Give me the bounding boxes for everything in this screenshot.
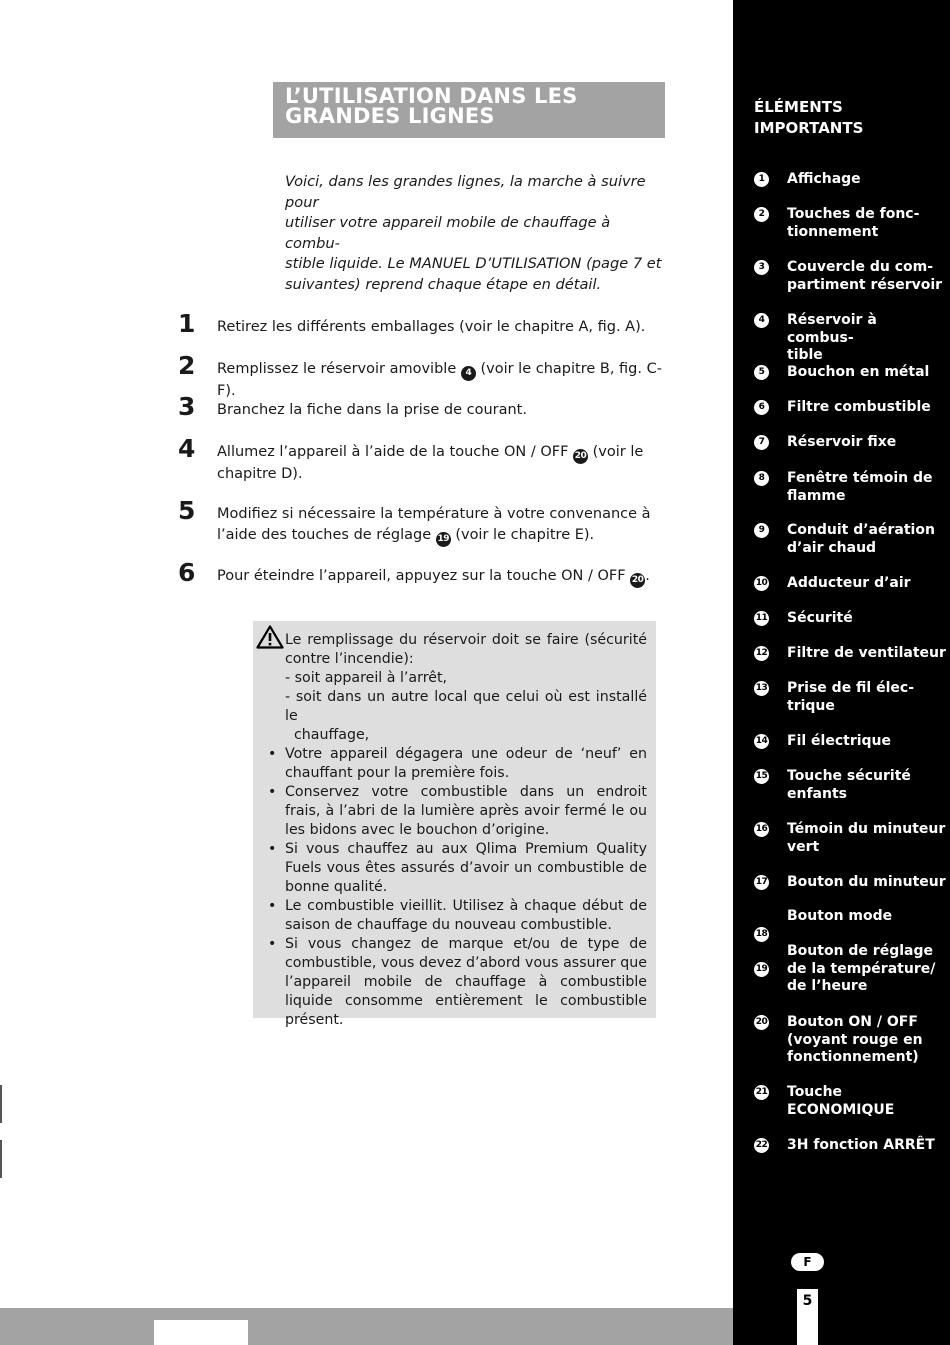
sidebar-title [754, 97, 863, 139]
item-label-line: partiment réservoir [787, 276, 943, 293]
reference-number-badge: 19 [436, 532, 451, 547]
item-label-line: Bouton du minuteur [787, 874, 946, 890]
item-label [787, 874, 947, 892]
warning-bullet: • Le combustible vieillit. Utilisez à chaque début de saison de chauffage du nouveau combustible. [285, 897, 647, 935]
item-label-line: Adducteur d’air [787, 575, 911, 591]
step-number: 2 [178, 351, 196, 380]
warning-bullet: • Si vous chauffez au aux Qlima Premium Quality Fuels vous êtes assurés d’avoir un combustible de bonne qualité. [285, 840, 647, 897]
item-number-badge: 10 [754, 576, 769, 591]
step-number: 1 [178, 309, 196, 338]
item-label [787, 733, 947, 751]
item-label-line: de l’heure [787, 978, 868, 994]
item-label [787, 610, 947, 628]
item-label-line: Touche sécurité [787, 768, 911, 784]
item-label-line: Réservoir fixe [787, 434, 897, 450]
item-label [787, 1137, 947, 1155]
reference-number-badge: 20 [630, 573, 645, 588]
item-label-line: trique [787, 697, 835, 714]
item-number-badge: 7 [754, 435, 769, 450]
item-label-line: Affichage [787, 171, 861, 187]
item-label-line: Bouton de réglage [787, 943, 933, 959]
edge-mark [0, 1085, 2, 1123]
step-number: 5 [178, 496, 196, 525]
item-label-line: Touches de fonc- [787, 206, 920, 222]
warning-box [253, 621, 656, 1028]
item-label-line: Conduit d’aération [787, 522, 935, 538]
item-label [787, 522, 947, 557]
step-text-part: Pour éteindre l’appareil, appuyez sur la touche ON / OFF [217, 568, 631, 584]
item-label-line: Fenêtre témoin de [787, 470, 933, 486]
step-text: Branchez la fiche dans la prise de courant. [217, 402, 527, 418]
step-text-part: l’aide des touches de réglage [217, 526, 436, 543]
item-number-badge: 11 [754, 611, 769, 626]
item-label-line: Touche [787, 1084, 843, 1100]
item-label-line: tible [787, 347, 823, 363]
edge-mark [0, 1140, 2, 1178]
step-text-part: (voir le chapitre E). [450, 526, 595, 543]
step-text-part: . [645, 568, 650, 584]
item-label-line: tionnement [787, 223, 879, 240]
step-text [217, 442, 672, 485]
item-number-badge: 5 [754, 365, 769, 380]
step-text [217, 504, 672, 547]
item-label [787, 434, 947, 452]
footer-bar [0, 1308, 733, 1345]
item-label-line: Sécurité [787, 610, 853, 626]
item-label-line: flamme [787, 487, 846, 504]
item-label-line: Réservoir à combus- [787, 312, 877, 346]
item-number-badge: 4 [754, 313, 769, 328]
item-number-badge: 8 [754, 471, 769, 486]
item-label [787, 908, 947, 926]
item-number-badge: 15 [754, 769, 769, 784]
item-label [787, 575, 947, 593]
step-text-part: (voir le [588, 444, 644, 460]
intro-paragraph [285, 172, 667, 295]
item-label-line: Bouton mode [787, 908, 893, 924]
item-label-line: 3H fonction ARRÊT [787, 1137, 935, 1153]
warning-dash-item-cont: chauffage, [294, 727, 370, 743]
item-label [787, 680, 947, 715]
item-number-badge: 18 [754, 927, 769, 942]
item-number-badge: 2 [754, 207, 769, 222]
step-number: 4 [178, 434, 196, 463]
step-text-part: (voir le chapitre B, fig. C-F). [217, 361, 662, 399]
item-number-badge: 1 [754, 172, 769, 187]
item-number-badge: 6 [754, 400, 769, 415]
item-number-badge: 17 [754, 875, 769, 890]
intro-line: Voici, dans les grandes lignes, la marche à suivre pour [285, 173, 646, 211]
item-label-line: Filtre de ventilateur [787, 645, 946, 661]
item-number-badge: 16 [754, 822, 769, 837]
step-text-part: Remplissez le réservoir amovible [217, 361, 461, 377]
item-label [787, 364, 947, 382]
warning-bullet: • Si vous changez de marque et/ou de type de combustible, vous devez d’abord vous assurer que l’appareil mobile de chauffage à combustible liquide consomme entièrement le combustible présent. [285, 935, 647, 1030]
item-label-line: Couvercle du com- [787, 259, 934, 275]
item-label-line: Bouchon en métal [787, 364, 930, 380]
step-text-line: Modifiez si nécessaire la température à votre convenance à [217, 506, 651, 522]
warning-intro: Le remplissage du réservoir doit se faire (sécurité contre l’incendie): [285, 632, 647, 667]
item-label [787, 943, 947, 996]
item-label-line: ECONOMIQUE [787, 1101, 895, 1118]
step-text-line: chapitre D). [217, 466, 303, 482]
item-label [787, 768, 947, 803]
item-number-badge: 14 [754, 734, 769, 749]
item-label-line: (voyant rouge en [787, 1031, 923, 1048]
item-number-badge: 3 [754, 260, 769, 275]
section-title-line2: GRANDES LIGNES [285, 104, 495, 128]
step-text-line [217, 442, 672, 464]
item-label-line: Prise de fil élec- [787, 680, 915, 696]
item-label [787, 259, 947, 294]
item-label [787, 206, 947, 241]
step-text: Retirez les différents emballages (voir le chapitre A, fig. A). [217, 319, 646, 335]
section-title-box [273, 82, 665, 138]
intro-line: stible liquide. Le MANUEL D’UTILISATION (page 7 et [285, 255, 662, 272]
warning-bullet: • Votre appareil dégagera une odeur de ‘neuf’ en chauffant pour la première fois. [285, 745, 647, 783]
warning-triangle-icon [256, 625, 284, 649]
item-number-badge: 13 [754, 681, 769, 696]
item-label-line: enfants [787, 785, 847, 802]
item-label-line: Fil électrique [787, 733, 892, 749]
reference-number-badge: 4 [461, 366, 476, 381]
item-label [787, 470, 947, 505]
step-text-line [217, 525, 672, 547]
step-text [217, 566, 672, 588]
step-text [217, 359, 672, 402]
item-label-line: vert [787, 838, 820, 855]
item-number-badge: 21 [754, 1085, 769, 1100]
language-badge: F [791, 1253, 824, 1271]
item-label-line: Bouton ON / OFF [787, 1014, 918, 1030]
section-title-line1: L’UTILISATION DANS LES [285, 84, 578, 108]
item-label [787, 171, 947, 189]
item-number-badge: 20 [754, 1015, 769, 1030]
sidebar-important-elements [733, 0, 950, 1345]
warning-dash-item: - soit appareil à l’arrêt, [285, 670, 448, 686]
item-label [787, 645, 947, 663]
warning-bullet: • Conservez votre combustible dans un endroit frais, à l’abri de la lumière après avoir fermé le ou les bidons avec le bouchon d’origine. [285, 783, 647, 840]
intro-line: suivantes) reprend chaque étape en détail. [285, 275, 602, 293]
item-number-badge: 12 [754, 646, 769, 661]
warning-dash-item: - soit dans un autre local que celui où est installé le [285, 689, 647, 724]
item-label [787, 399, 947, 417]
sidebar-title-line2: IMPORTANTS [754, 119, 864, 137]
item-label-line: de la température/ [787, 960, 936, 977]
warning-text [285, 631, 647, 1030]
page-number: 5 [797, 1289, 818, 1345]
item-label-line: Témoin du minuteur [787, 821, 946, 837]
item-number-badge: 19 [754, 962, 769, 977]
step-text-part: Allumez l’appareil à l’aide de la touche ON / OFF [217, 444, 574, 460]
item-label-line: Filtre combustible [787, 399, 931, 415]
item-label [787, 821, 947, 856]
reference-number-badge: 20 [573, 449, 588, 464]
footer-tab [154, 1320, 248, 1345]
item-label [787, 1014, 947, 1067]
section-title [285, 86, 577, 126]
item-label [787, 1084, 947, 1119]
step-number: 3 [178, 392, 196, 421]
intro-line: utiliser votre appareil mobile de chauffage à combu- [285, 214, 611, 252]
item-label-line: d’air chaud [787, 539, 877, 556]
sidebar-title-line1: ÉLÉMENTS [754, 98, 843, 116]
item-number-badge: 22 [754, 1138, 769, 1153]
step-number: 6 [178, 558, 196, 587]
item-number-badge: 9 [754, 523, 769, 538]
item-label-line: fonctionnement) [787, 1049, 919, 1065]
item-label [787, 312, 947, 365]
